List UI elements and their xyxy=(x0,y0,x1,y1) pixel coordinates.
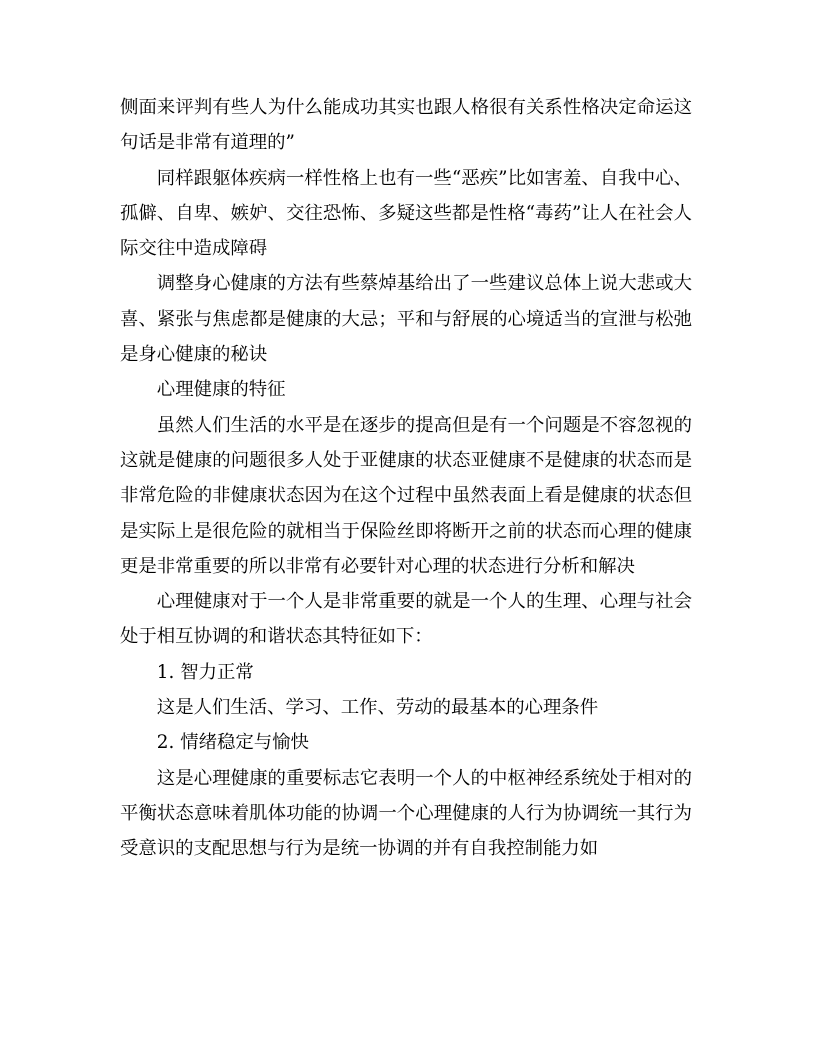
document-body xyxy=(120,90,692,867)
paragraph-importance: 心理健康对于一个人是非常重要的就是一个人的生理、心理与社会处于相互协调的和谐状态其特征如下： xyxy=(120,591,692,648)
paragraph-personality-flaws: 同样跟躯体疾病一样性格上也有一些“恶疾”比如害羞、自我中心、孤僻、自卑、嫉妒、交往恐怖、多疑这些都是性格“毒药”让人在社会人际交往中造成障碍 xyxy=(120,167,692,260)
paragraph-subhealth: 虽然人们生活的水平是在逐步的提高但是有一个问题是不容忽视的这就是健康的问题很多人处于亚健康的状态亚健康不是健康的状态而是非常危险的非健康状态因为在这个过程中虽然表面上看是健康的状态但是实际上是很危险的就相当于保险丝即将断开之前的状态而心理的健康更是非常重要的所以非常有必要针对心理的状态进行分析和解决 xyxy=(120,414,692,577)
paragraph-intelligence: 这是人们生活、学习、工作、劳动的最基本的心理条件 xyxy=(156,697,599,719)
list-item-heading-1: 1. 智力正常 xyxy=(156,661,254,683)
list-item-heading-2: 2. 情绪稳定与愉快 xyxy=(156,732,309,754)
paragraph-adjust-health: 调整身心健康的方法有些蔡焯基给出了一些建议总体上说大悲或大喜、紧张与焦虑都是健康的大忌；平和与舒展的心境适当的宣泄与松弛是身心健康的秘诀 xyxy=(120,273,692,366)
section-heading-features: 心理健康的特征 xyxy=(156,379,286,401)
paragraph-emotion: 这是心理健康的重要标志它表明一个人的中枢神经系统处于相对的平衡状态意味着肌体功能的协调一个心理健康的人行为协调统一其行为受意识的支配思想与行为是统一协调的并有自我控制能力如 xyxy=(120,767,692,860)
paragraph-continuation: 侧面来评判有些人为什么能成功其实也跟人格很有关系性格决定命运这句话是非常有道理的” xyxy=(120,97,692,154)
